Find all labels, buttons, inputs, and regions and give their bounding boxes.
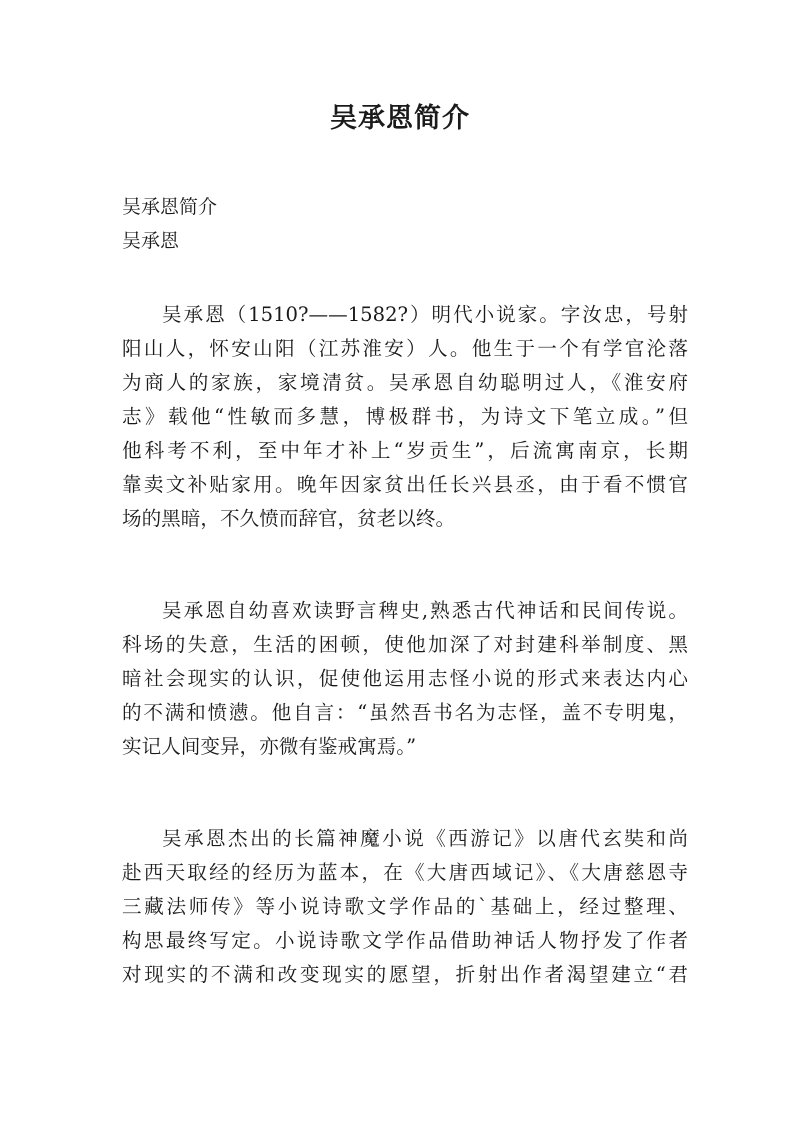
paragraph-line: 的不满和愤懑。他自言：“虽然吾书名为志怪，盖不专明鬼， xyxy=(122,701,688,724)
document-author: 吴承恩 xyxy=(122,230,180,252)
paragraph-line: 吴承恩自幼喜欢读野言稗史,熟悉古代神话和民间传说。 xyxy=(162,599,688,622)
paragraph-line: 吴承恩杰出的长篇神魔小说《西游记》以唐代玄奘和尚 xyxy=(162,827,688,850)
document-subtitle: 吴承恩简介 xyxy=(122,196,218,218)
document-meta xyxy=(122,190,682,258)
paragraph-line: 对现实的不满和改变现实的愿望，折射出作者渴望建立“君 xyxy=(122,963,688,986)
paragraph-line: 为商人的家族，家境清贫。吴承恩自幼聪明过人，《淮安府 xyxy=(122,371,688,394)
paragraph-line: 三藏法师传》等小说诗歌文学作品的`基础上，经过整理、 xyxy=(122,895,688,918)
paragraph-line: 他科考不利，至中年才补上“岁贡生”，后流寓南京，长期 xyxy=(122,439,688,462)
paragraph-line: 暗社会现实的认识，促使他运用志怪小说的形式来表达内心 xyxy=(122,667,688,690)
paragraph-line: 科场的失意，生活的困顿，使他加深了对封建科举制度、黑 xyxy=(122,633,688,656)
paragraph xyxy=(122,298,688,536)
paragraph xyxy=(122,822,688,992)
paragraph-line: 构思最终写定。小说诗歌文学作品借助神话人物抒发了作者 xyxy=(122,929,688,952)
paragraph-line: 赴西天取经的经历为蓝本，在《大唐西域记》、《大唐慈恩寺 xyxy=(122,861,688,884)
paragraph xyxy=(122,594,688,764)
paragraph-line: 阳山人，怀安山阳（江苏淮安）人。他生于一个有学官沦落 xyxy=(122,337,688,360)
document-title: 吴承恩简介 xyxy=(330,103,470,134)
paragraph-line: 志》载他“性敏而多慧，博极群书，为诗文下笔立成。”但 xyxy=(122,405,688,428)
paragraph-line: 实记人间变异，亦微有鉴戒寓焉。” xyxy=(122,735,417,758)
document-body xyxy=(122,298,688,1050)
paragraph-line: 吴承恩（1510?——1582?）明代小说家。字汝忠，号射 xyxy=(162,303,688,326)
paragraph-line: 靠卖文补贴家用。晚年因家贫出任长兴县丞，由于看不惯官 xyxy=(122,473,688,496)
paragraph-line: 场的黑暗，不久愤而辞官，贫老以终。 xyxy=(122,507,456,530)
